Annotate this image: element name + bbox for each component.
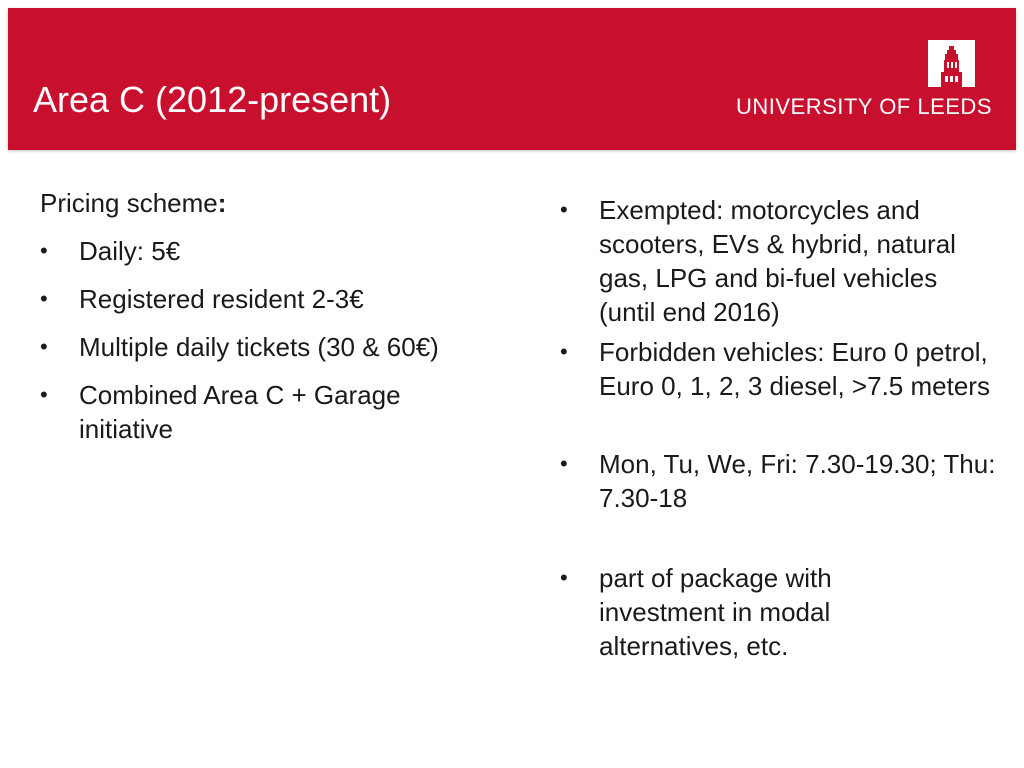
university-logo-text: UNIVERSITY OF LEEDS: [735, 94, 992, 119]
list-item: [560, 447, 1024, 515]
bullet-icon: •: [40, 238, 48, 263]
list-item: [560, 561, 919, 663]
pricing-item-text: Registered resident 2-3€: [79, 284, 364, 314]
bullet-icon: •: [560, 565, 568, 590]
bullet-icon: •: [560, 197, 568, 222]
bullet-icon: •: [560, 339, 568, 364]
pricing-heading-text: Pricing scheme: [40, 188, 218, 218]
pricing-heading: [40, 186, 500, 220]
list-item: [40, 234, 500, 268]
university-tower-icon: [928, 40, 975, 87]
rules-item-text: Exempted: motorcycles and scooters, EVs & hybrid, natural gas, LPG and bi-fuel vehicles (until end 2016): [599, 195, 956, 327]
list-item: [560, 335, 999, 403]
rules-item-text: Mon, Tu, We, Fri: 7.30-19.30; Thu: 7.30-18: [599, 449, 996, 513]
list-item: [40, 378, 479, 446]
slide-title: Area C (2012-present): [33, 79, 392, 120]
rules-column: [560, 193, 996, 663]
rules-item-text: part of package with investment in modal alternatives, etc.: [599, 563, 832, 661]
list-item: [40, 330, 500, 364]
pricing-column: [40, 186, 500, 460]
bullet-icon: •: [40, 286, 48, 311]
bullet-icon: •: [40, 334, 48, 359]
rules-item-text: Forbidden vehicles: Euro 0 petrol, Euro 0, 1, 2, 3 diesel, >7.5 meters: [599, 337, 990, 401]
list-item: [560, 193, 990, 329]
bullet-icon: •: [560, 451, 568, 476]
pricing-item-text: Combined Area C + Garage initiative: [79, 380, 401, 444]
pricing-list: [40, 234, 500, 446]
pricing-item-text: Daily: 5€: [79, 236, 181, 266]
bullet-icon: •: [40, 382, 48, 407]
pricing-item-text: Multiple daily tickets (30 & 60€): [79, 332, 439, 362]
list-item: [40, 282, 500, 316]
pricing-heading-colon: :: [217, 188, 227, 218]
rules-list: [560, 193, 996, 663]
